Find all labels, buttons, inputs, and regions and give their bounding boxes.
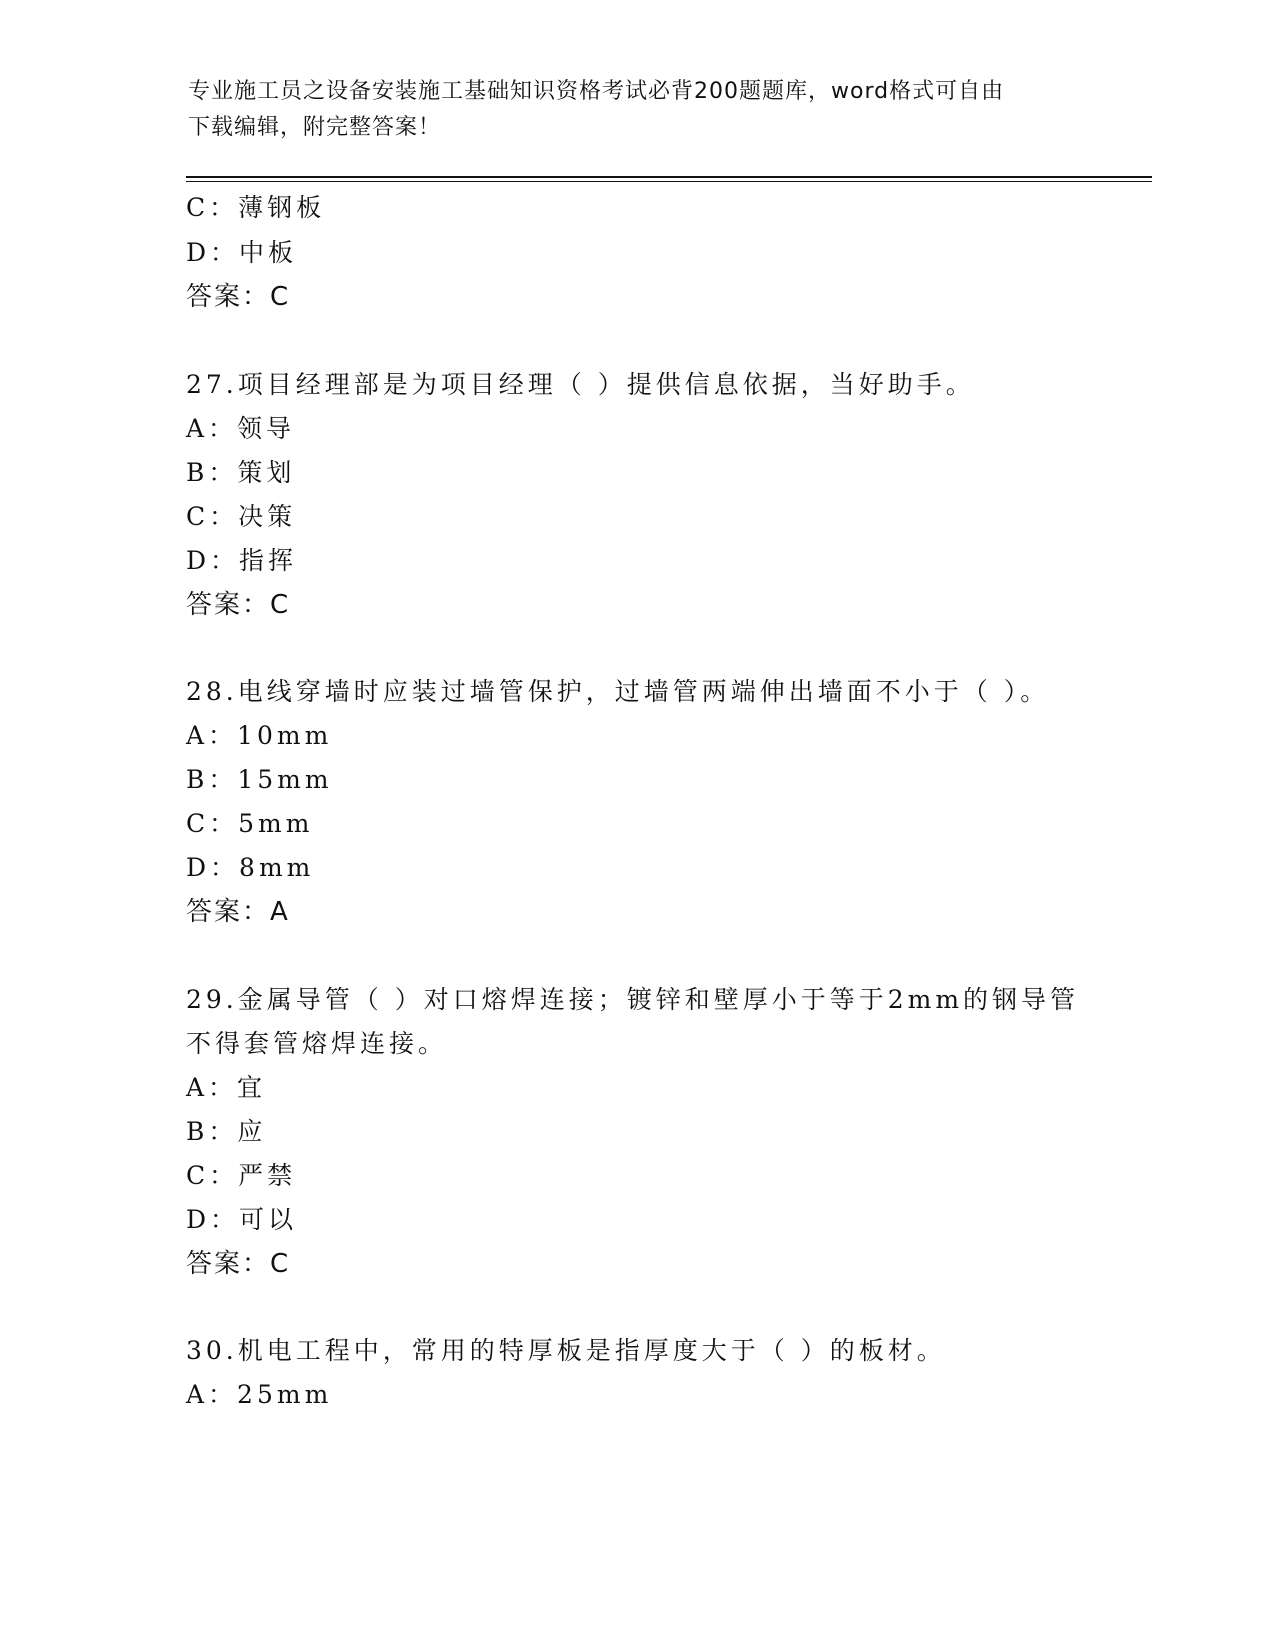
q29-stem-line-2: 不得套管熔焊连接。 xyxy=(186,1029,448,1058)
q30-option-a: A：25mm xyxy=(186,1380,333,1409)
q27-stem: 27.项目经理部是为项目经理（ ）提供信息依据，当好助手。 xyxy=(186,370,975,399)
q28-stem: 28.电线穿墙时应装过墙管保护，过墙管两端伸出墙面不小于（ ）。 xyxy=(186,677,1050,706)
q28-option-a: A：10mm xyxy=(186,721,333,750)
q27-option-b: B：策划 xyxy=(186,458,296,487)
q27-option-d: D：指挥 xyxy=(186,546,298,575)
q27-answer: 答案：C xyxy=(186,590,291,620)
q29-option-b: B：应 xyxy=(186,1117,267,1146)
q28-answer: 答案：A xyxy=(186,897,290,927)
q30-stem: 30.机电工程中，常用的特厚板是指厚度大于（ ）的板材。 xyxy=(186,1336,946,1365)
q28-option-b: B：15mm xyxy=(186,765,333,794)
q29-option-a: A：宜 xyxy=(186,1073,267,1102)
q26-answer: 答案：C xyxy=(186,282,291,312)
header-line-1: 专业施工员之设备安装施工基础知识资格考试必背200题题库，word格式可自由 xyxy=(188,79,1005,104)
q26-option-d: D：中板 xyxy=(186,238,298,267)
header-divider-thin xyxy=(186,181,1152,182)
document-header xyxy=(188,74,1068,146)
q28-option-c: C：5mm xyxy=(186,809,314,838)
q26-option-c: C：薄钢板 xyxy=(186,193,326,222)
header-line-2: 下载编辑，附完整答案！ xyxy=(188,115,442,140)
header-divider-thick xyxy=(186,176,1152,178)
q27-option-c: C：决策 xyxy=(186,502,297,531)
q27-option-a: A：领导 xyxy=(186,414,296,443)
q29-option-c: C：严禁 xyxy=(186,1161,297,1190)
q29-option-d: D：可以 xyxy=(186,1205,298,1234)
q29-stem-line-1: 29.金属导管（ ）对口熔焊连接；镀锌和壁厚小于等于2mm的钢导管 xyxy=(186,985,1080,1014)
q28-option-d: D：8mm xyxy=(186,853,315,882)
q29-answer: 答案：C xyxy=(186,1249,291,1279)
